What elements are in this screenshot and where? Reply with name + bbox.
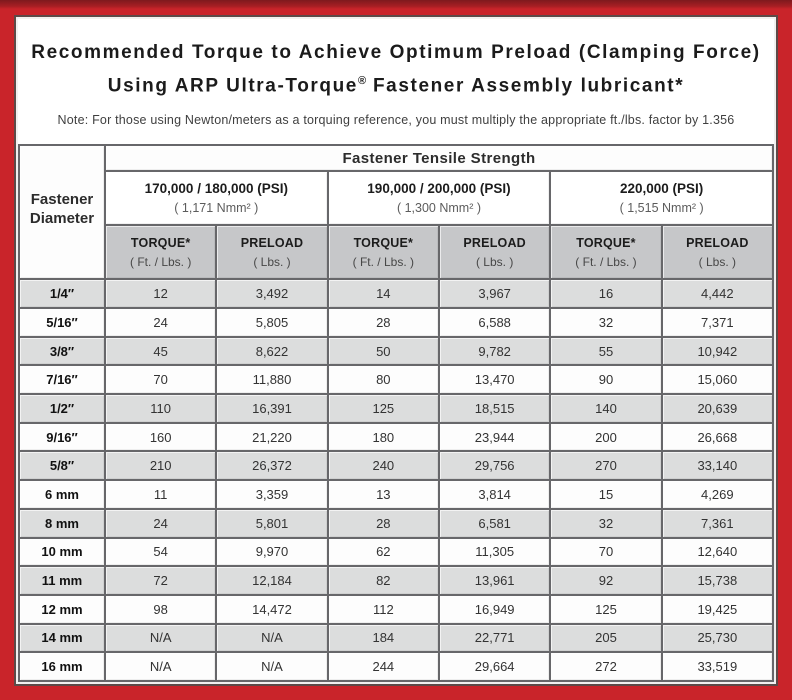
torque-header-1	[105, 225, 216, 279]
table-body	[19, 145, 773, 681]
psi-group-1-nmm: ( 1,171 Nmm² )	[174, 201, 259, 216]
table-row	[19, 624, 773, 653]
diameter-cell: 8 mm	[19, 509, 105, 538]
preload-cell: 16,391	[216, 394, 327, 423]
torque-cell: 32	[550, 509, 661, 538]
table-row	[19, 423, 773, 452]
torque-cell: 32	[550, 308, 661, 337]
preload-cell: 11,305	[439, 538, 550, 567]
torque-cell: 80	[328, 365, 439, 394]
preload-cell: 26,372	[216, 451, 327, 480]
corner-header-line2: Diameter	[29, 209, 95, 227]
content-panel	[14, 15, 778, 686]
title-block	[16, 17, 776, 100]
preload-cell: 16,949	[439, 595, 550, 624]
preload-cell: N/A	[216, 652, 327, 681]
torque-header-3	[550, 225, 661, 279]
torque-cell: 24	[105, 509, 216, 538]
preload-cell: N/A	[216, 624, 327, 653]
diameter-cell: 3/8″	[19, 337, 105, 366]
torque-cell: 72	[105, 566, 216, 595]
preload-header-2	[439, 225, 550, 279]
torque-cell: 140	[550, 394, 661, 423]
table-row	[19, 337, 773, 366]
header-row-psi	[19, 171, 773, 225]
table-row	[19, 308, 773, 337]
torque-cell: 112	[328, 595, 439, 624]
title-line2-post: Fastener Assembly lubricant*	[366, 75, 685, 97]
torque-cell: 200	[550, 423, 661, 452]
torque-cell: 50	[328, 337, 439, 366]
torque-table-wrapper	[16, 144, 776, 684]
tensile-strength-header: Fastener Tensile Strength	[105, 145, 773, 171]
preload-cell: 9,970	[216, 538, 327, 567]
torque-cell: 45	[105, 337, 216, 366]
psi-group-1-header	[105, 171, 328, 225]
diameter-cell: 1/2″	[19, 394, 105, 423]
preload-cell: 29,756	[439, 451, 550, 480]
torque-cell: 98	[105, 595, 216, 624]
table-row	[19, 279, 773, 308]
torque-cell: 54	[105, 538, 216, 567]
torque-cell: 184	[328, 624, 439, 653]
preload-cell: 22,771	[439, 624, 550, 653]
table-row	[19, 595, 773, 624]
torque-label: TORQUE*	[576, 235, 636, 250]
preload-cell: 3,492	[216, 279, 327, 308]
torque-unit: ( Ft. / Lbs. )	[129, 254, 192, 269]
preload-cell: 6,581	[439, 509, 550, 538]
preload-cell: 25,730	[662, 624, 773, 653]
preload-cell: 18,515	[439, 394, 550, 423]
torque-label: TORQUE*	[130, 235, 191, 250]
torque-cell: 240	[328, 451, 439, 480]
preload-cell: 33,519	[662, 652, 773, 681]
preload-header-3	[662, 225, 773, 279]
torque-cell: 14	[328, 279, 439, 308]
note-text: Note: For those using Newton/meters as a torquing reference, you must multiply the appropriate ft./lbs. factor by 1.356	[57, 113, 735, 128]
preload-label: PRELOAD	[686, 235, 749, 250]
preload-cell: 14,472	[216, 595, 327, 624]
preload-cell: 8,622	[216, 337, 327, 366]
torque-label: TORQUE*	[353, 235, 414, 250]
table-row	[19, 566, 773, 595]
torque-cell: 15	[550, 480, 661, 509]
page-title-line2	[16, 67, 776, 100]
psi-group-2-nmm: ( 1,300 Nmm² )	[396, 201, 481, 216]
preload-cell: 12,640	[662, 538, 773, 567]
psi-group-3-value: 220,000 (PSI)	[620, 181, 704, 197]
psi-group-2-header	[328, 171, 551, 225]
preload-cell: 3,814	[439, 480, 550, 509]
title-line2-pre: Using ARP Ultra-Torque	[107, 75, 358, 97]
preload-label: PRELOAD	[463, 235, 526, 250]
torque-cell: 270	[550, 451, 661, 480]
torque-cell: 180	[328, 423, 439, 452]
preload-cell: 6,588	[439, 308, 550, 337]
torque-unit: ( Ft. / Lbs. )	[575, 254, 637, 269]
header-row-units	[19, 225, 773, 279]
torque-cell: 92	[550, 566, 661, 595]
torque-cell: 90	[550, 365, 661, 394]
corner-header-fastener-diameter	[19, 145, 105, 279]
torque-cell: 272	[550, 652, 661, 681]
preload-cell: 20,639	[662, 394, 773, 423]
preload-cell: 29,664	[439, 652, 550, 681]
diameter-cell: 10 mm	[19, 538, 105, 567]
table-row	[19, 365, 773, 394]
preload-cell: 26,668	[662, 423, 773, 452]
preload-cell: 12,184	[216, 566, 327, 595]
torque-header-2	[328, 225, 439, 279]
table-row	[19, 538, 773, 567]
diameter-cell: 14 mm	[19, 624, 105, 653]
preload-cell: 3,967	[439, 279, 550, 308]
table-row	[19, 394, 773, 423]
preload-cell: 7,371	[662, 308, 773, 337]
torque-cell: 70	[105, 365, 216, 394]
frame-top-dark-strip	[0, 0, 792, 9]
preload-unit: ( Lbs. )	[253, 254, 291, 269]
table-row	[19, 652, 773, 681]
table-row	[19, 451, 773, 480]
diameter-cell: 5/16″	[19, 308, 105, 337]
preload-cell: 13,961	[439, 566, 550, 595]
preload-cell: 21,220	[216, 423, 327, 452]
torque-unit: ( Ft. / Lbs. )	[352, 254, 414, 269]
preload-unit: ( Lbs. )	[698, 254, 736, 269]
torque-cell: 205	[550, 624, 661, 653]
table-row	[19, 480, 773, 509]
preload-cell: 15,060	[662, 365, 773, 394]
torque-cell: 24	[105, 308, 216, 337]
torque-cell: N/A	[105, 624, 216, 653]
preload-cell: 33,140	[662, 451, 773, 480]
preload-cell: 3,359	[216, 480, 327, 509]
corner-header-line1: Fastener	[30, 190, 94, 208]
torque-cell: 70	[550, 538, 661, 567]
torque-cell: 125	[550, 595, 661, 624]
psi-group-3-header	[550, 171, 773, 225]
diameter-cell: 9/16″	[19, 423, 105, 452]
preload-cell: 13,470	[439, 365, 550, 394]
diameter-cell: 5/8″	[19, 451, 105, 480]
torque-cell: 210	[105, 451, 216, 480]
preload-cell: 19,425	[662, 595, 773, 624]
preload-cell: 11,880	[216, 365, 327, 394]
page-title-line1: Recommended Torque to Achieve Optimum Preload (Clamping Force)	[31, 42, 761, 63]
preload-cell: 5,805	[216, 308, 327, 337]
diameter-cell: 7/16″	[19, 365, 105, 394]
torque-cell: 244	[328, 652, 439, 681]
torque-cell: 28	[328, 308, 439, 337]
header-row-tensile	[19, 145, 773, 171]
torque-cell: 160	[105, 423, 216, 452]
torque-cell: 55	[550, 337, 661, 366]
preload-cell: 23,944	[439, 423, 550, 452]
psi-group-3-nmm: ( 1,515 Nmm² )	[619, 201, 704, 216]
registered-trademark-symbol: ®	[357, 75, 367, 87]
torque-cell: 82	[328, 566, 439, 595]
torque-cell: 16	[550, 279, 661, 308]
diameter-cell: 1/4″	[19, 279, 105, 308]
torque-cell: 28	[328, 509, 439, 538]
torque-cell: 12	[105, 279, 216, 308]
diameter-cell: 11 mm	[19, 566, 105, 595]
preload-cell: 4,269	[662, 480, 773, 509]
torque-cell: 11	[105, 480, 216, 509]
torque-cell: 125	[328, 394, 439, 423]
torque-spec-table	[18, 144, 774, 682]
psi-group-1-value: 170,000 / 180,000 (PSI)	[144, 181, 288, 197]
diameter-cell: 16 mm	[19, 652, 105, 681]
table-row	[19, 509, 773, 538]
preload-cell: 9,782	[439, 337, 550, 366]
preload-label: PRELOAD	[240, 235, 304, 250]
psi-group-2-value: 190,000 / 200,000 (PSI)	[367, 181, 511, 197]
torque-cell: 110	[105, 394, 216, 423]
diameter-cell: 12 mm	[19, 595, 105, 624]
torque-cell: 62	[328, 538, 439, 567]
torque-cell: 13	[328, 480, 439, 509]
diameter-cell: 6 mm	[19, 480, 105, 509]
preload-cell: 15,738	[662, 566, 773, 595]
preload-cell: 4,442	[662, 279, 773, 308]
preload-cell: 7,361	[662, 509, 773, 538]
preload-cell: 5,801	[216, 509, 327, 538]
preload-cell: 10,942	[662, 337, 773, 366]
preload-unit: ( Lbs. )	[475, 254, 514, 269]
torque-cell: N/A	[105, 652, 216, 681]
preload-header-1	[216, 225, 327, 279]
